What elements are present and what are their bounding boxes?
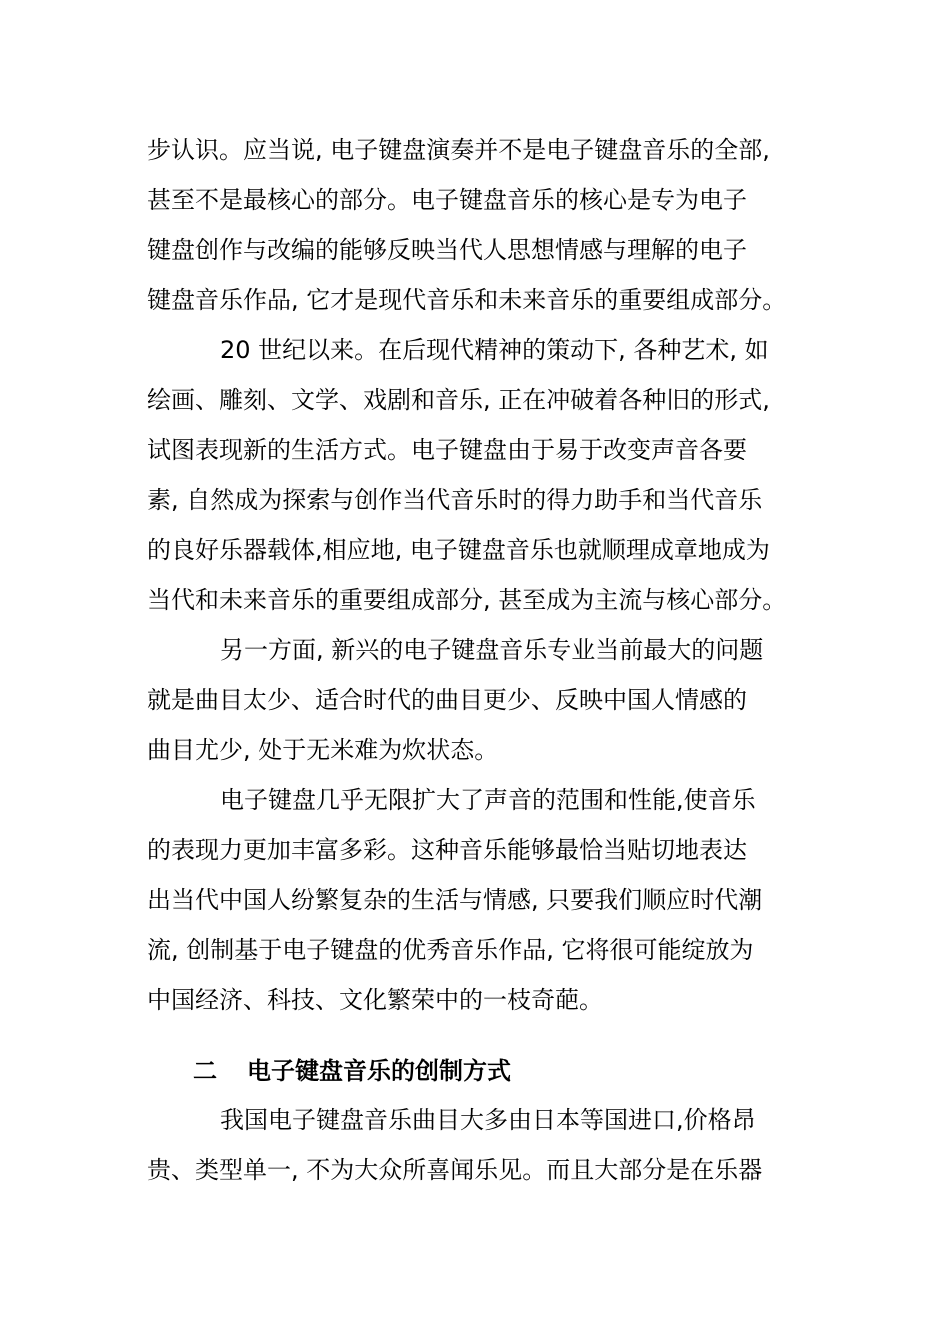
text-line: 绘画、雕刻、文学、戏剧和音乐, 正在冲破着各种旧的形式, [147,386,770,414]
section-title: 电子键盘音乐的创制方式 [247,1057,511,1085]
text-line: 步认识。应当说, 电子键盘演奏并不是电子键盘音乐的全部, [147,136,770,164]
text-line: 就是曲目太少、适合时代的曲目更少、反映中国人情感的 [147,686,747,714]
section-number: 二 [193,1057,217,1085]
text-line: 出当代中国人纷繁复杂的生活与情感, 只要我们顺应时代潮 [147,886,763,914]
text-line: 贵、类型单一, 不为大众所喜闻乐见。而且大部分是在乐器 [147,1156,763,1184]
text-line: 素, 自然成为探索与创作当代音乐时的得力助手和当代音乐 [147,486,763,514]
section-heading [193,1046,511,1096]
text-line: 电子键盘几乎无限扩大了声音的范围和性能,使音乐 [220,786,756,814]
text-line: 20 世纪以来。在后现代精神的策动下, 各种艺术, 如 [220,336,769,364]
text-line: 曲目尤少, 处于无米难为炊状态。 [147,736,499,764]
text-line: 的表现力更加丰富多彩。这种音乐能够最恰当贴切地表达 [147,836,747,864]
text-line: 中国经济、科技、文化繁荣中的一枝奇葩。 [147,986,603,1014]
text-line: 当代和未来音乐的重要组成部分, 甚至成为主流与核心部分。 [147,586,787,614]
text-line: 键盘创作与改编的能够反映当代人思想情感与理解的电子 [147,236,747,264]
text-line: 甚至不是最核心的部分。电子键盘音乐的核心是专为电子 [147,186,747,214]
text-line: 流, 创制基于电子键盘的优秀音乐作品, 它将很可能绽放为 [147,936,754,964]
text-line: 另一方面, 新兴的电子键盘音乐专业当前最大的问题 [220,636,764,664]
text-line: 键盘音乐作品, 它才是现代音乐和未来音乐的重要组成部分。 [147,286,787,314]
text-line: 试图表现新的生活方式。电子键盘由于易于改变声音各要 [147,436,747,464]
text-line: 我国电子键盘音乐曲目大多由日本等国进口,价格昂 [220,1106,756,1134]
text-line: 的良好乐器载体,相应地, 电子键盘音乐也就顺理成章地成为 [147,536,770,564]
